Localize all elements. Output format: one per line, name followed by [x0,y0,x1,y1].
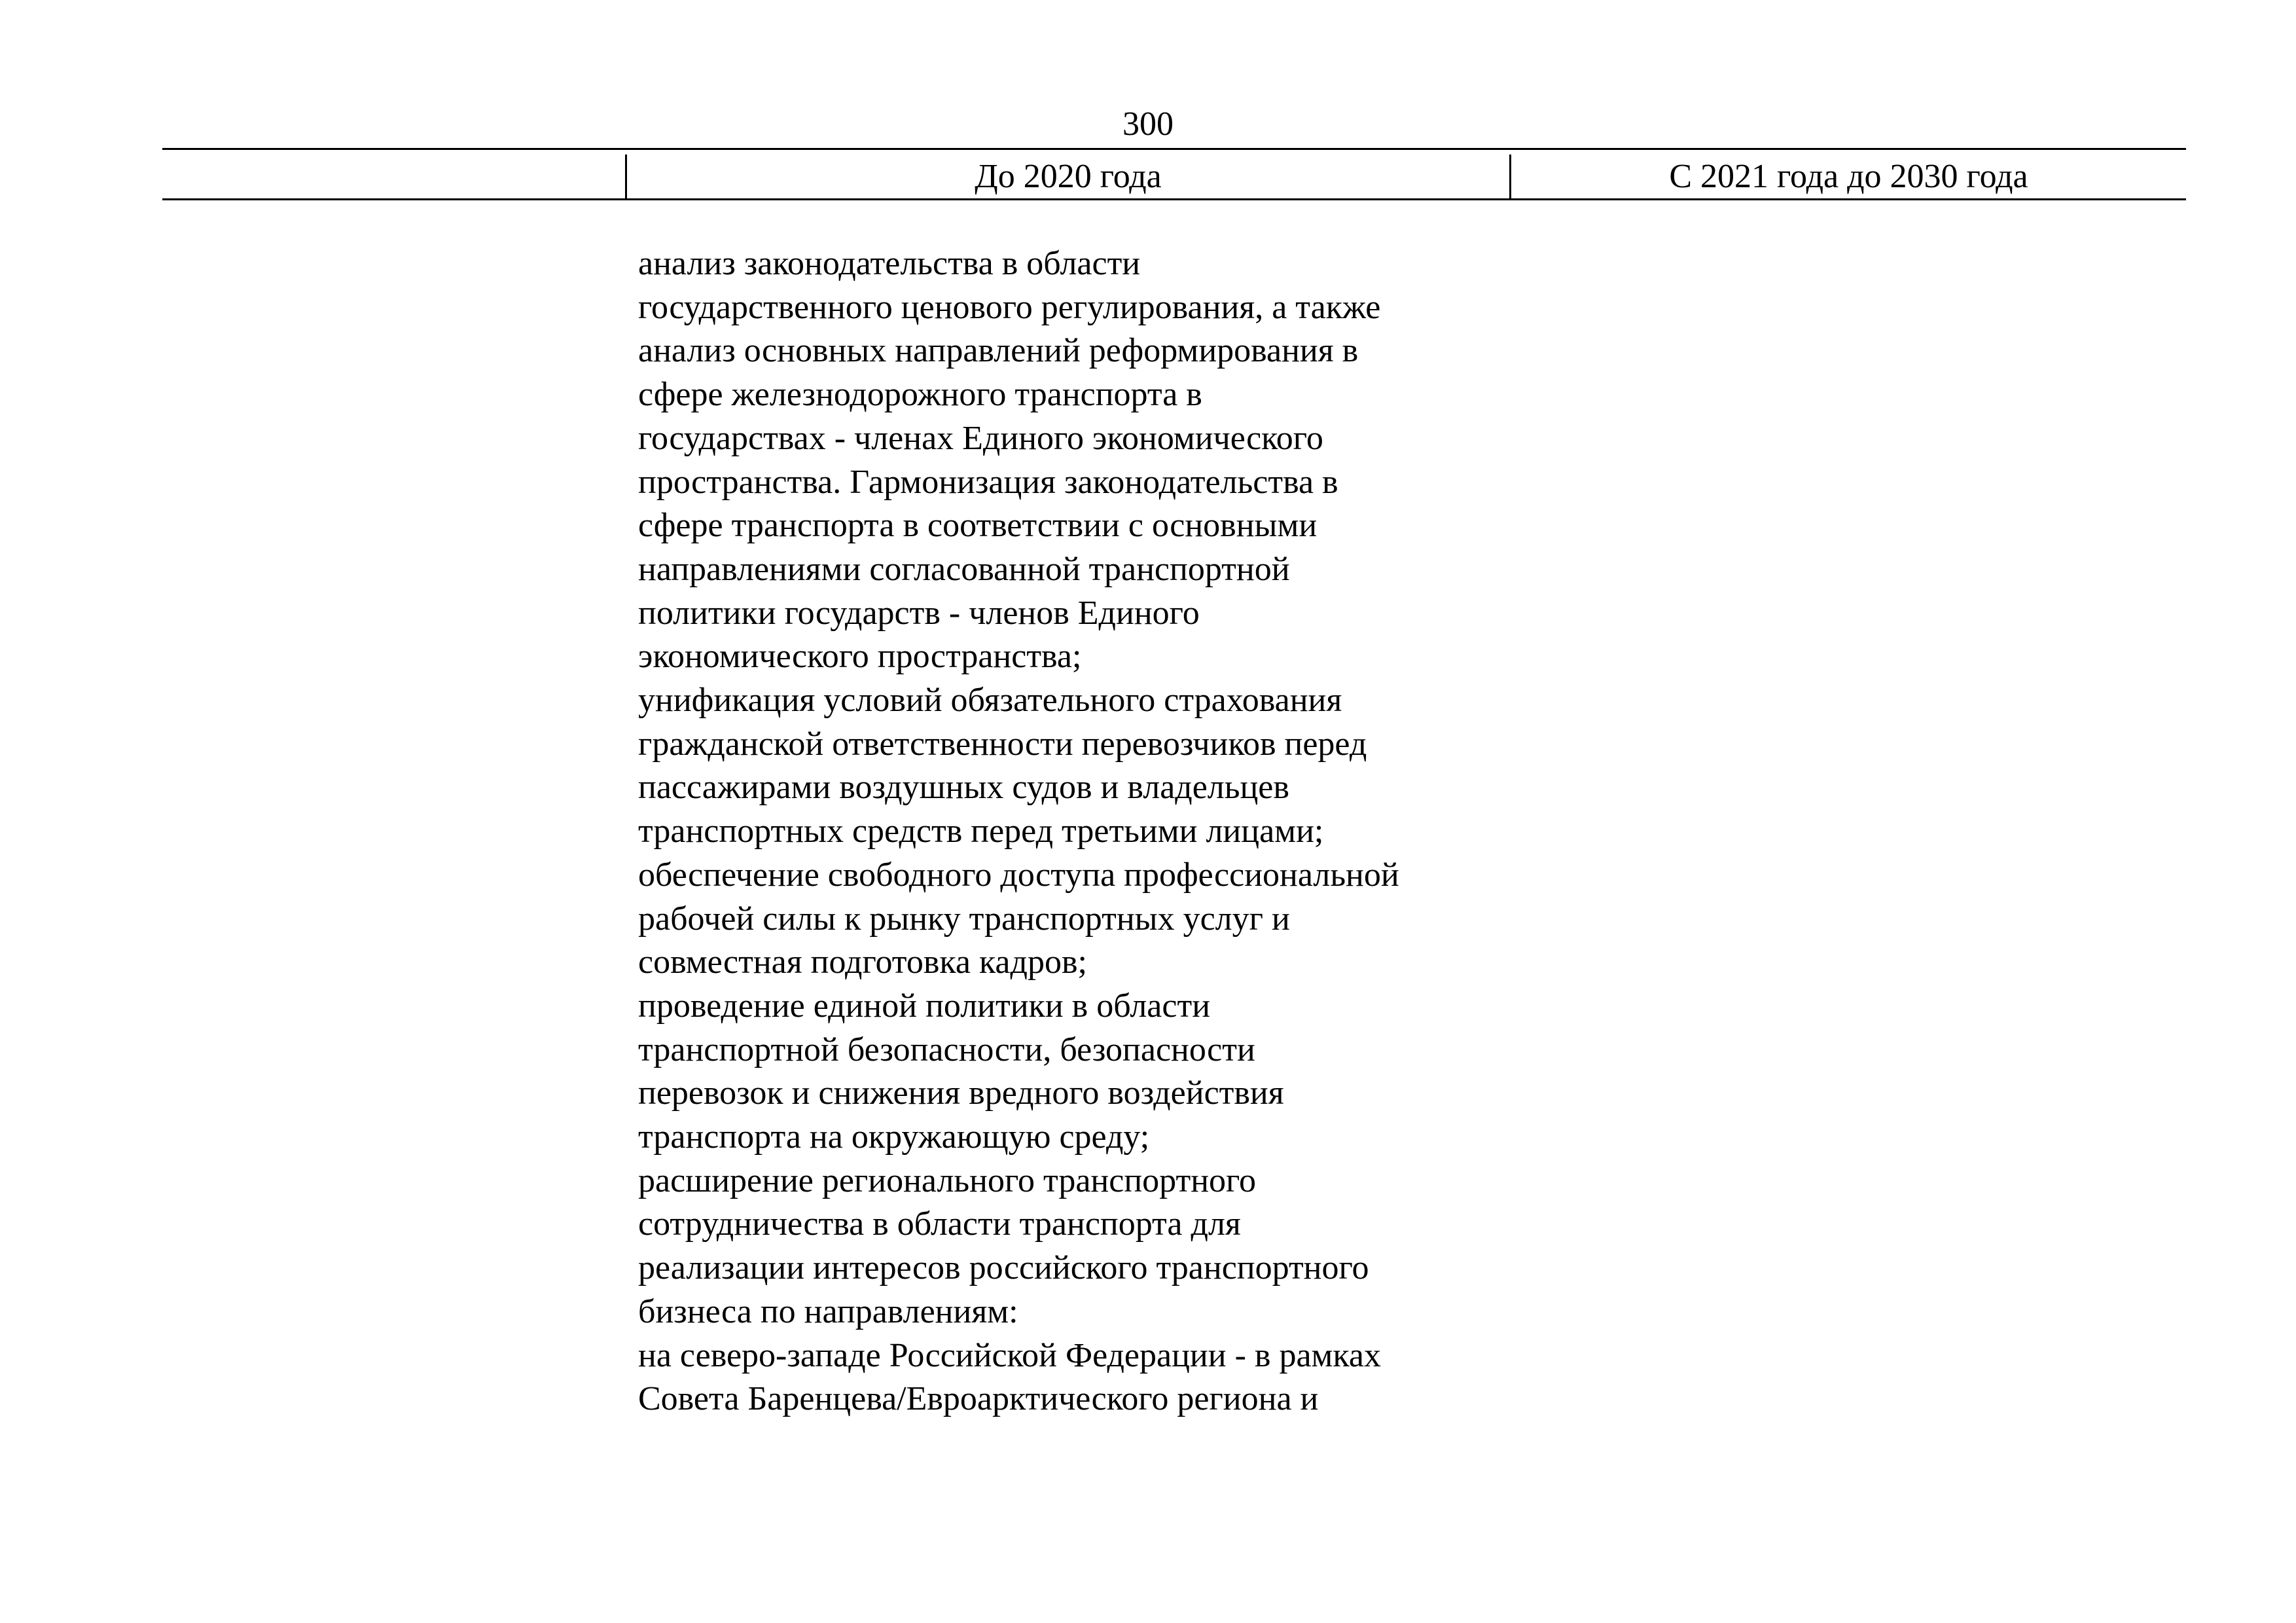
text-line: гражданской ответственности перевозчиков перед [638,725,1367,763]
text-line: пространства. Гармонизация законодательства в [638,463,1338,501]
column-header-until-2020: До 2020 года [975,158,1162,195]
table-header [162,148,2186,200]
text-line: проведение единой политики в области [638,987,1211,1025]
text-line: на северо-западе Российской Федерации - в рамках [638,1336,1381,1374]
text-line: рабочей силы к рынку транспортных услуг и [638,900,1290,938]
text-line: перевозок и снижения вредного воздействия [638,1074,1284,1112]
text-line: унификация условий обязательного страхования [638,682,1342,720]
text-line: государствах - членах Единого экономического [638,419,1323,457]
text-line: политики государств - членов Единого [638,594,1200,632]
text-line: государственного ценового регулирования, а также [638,288,1381,326]
text-line: пассажирами воздушных судов и владельцев [638,769,1289,807]
body-text [638,242,1515,1421]
text-line: транспорта на окружающую среду; [638,1118,1150,1156]
text-line: анализ основных направлений реформирования в [638,332,1359,370]
text-line: реализации интересов российского транспортного [638,1249,1369,1287]
column-header-2021-2030: С 2021 года до 2030 года [1669,158,2028,195]
text-line: сфере железнодорожного транспорта в [638,376,1202,414]
text-line: бизнеса по направлениям: [638,1292,1018,1330]
header-top-rule [162,148,2186,150]
text-line: Совета Баренцева/Евроарктического региона и [638,1380,1319,1418]
text-line: транспортной безопасности, безопасности [638,1030,1255,1068]
text-line: совместная подготовка кадров; [638,943,1087,981]
text-line: сотрудничества в области транспорта для [638,1205,1241,1243]
text-line: обеспечение свободного доступа профессиональной [638,856,1399,894]
text-line: расширение регионального транспортного [638,1161,1257,1199]
text-line: направлениями согласованной транспортной [638,550,1290,588]
text-line: анализ законодательства в области [638,245,1141,282]
header-bottom-rule [162,198,2186,200]
text-line: сфере транспорта в соответствии с основными [638,507,1318,545]
text-line: экономического пространства; [638,638,1082,676]
text-line: транспортных средств перед третьими лицами; [638,812,1324,850]
page-number: 300 [1122,105,1174,143]
